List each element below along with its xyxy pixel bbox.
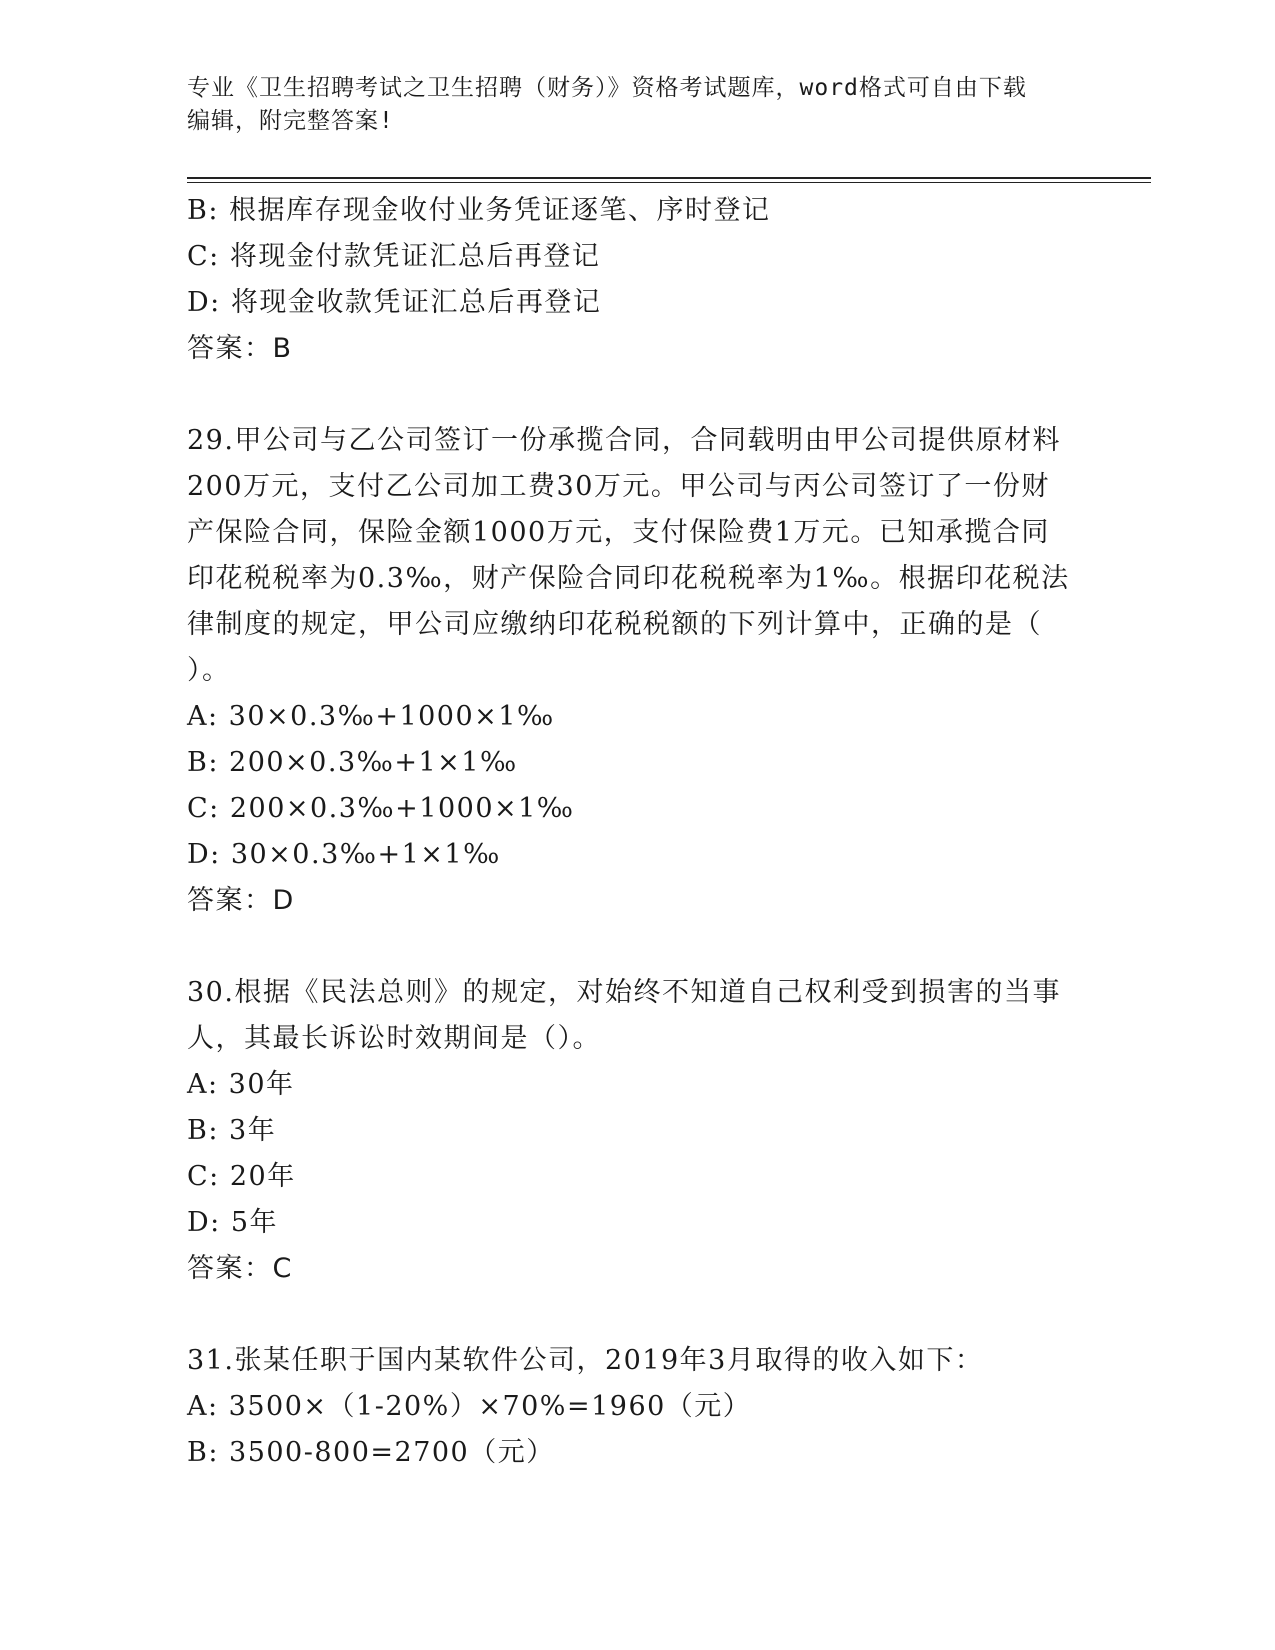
document-header [187,72,1087,138]
question-text-line: 200万元，支付乙公司加工费30万元。甲公司与丙公司签订了一份财 [187,471,1050,502]
option-d: D: 将现金收款凭证汇总后再登记 [187,287,602,318]
question-text-line: 律制度的规定，甲公司应缴纳印花税税额的下列计算中，正确的是（ [187,609,1042,640]
spacer [187,924,1087,970]
question-28-tail [187,188,1087,372]
option-b: B: 根据库存现金收付业务凭证逐笔、序时登记 [187,195,771,226]
option-d: D: 30×0.3‰+1×1‰ [187,839,501,870]
question-list [187,188,1087,1476]
question-text-line: 29.甲公司与乙公司签订一份承揽合同，合同载明由甲公司提供原材料 [187,425,1061,456]
spacer [187,372,1087,418]
header-divider-thin [187,182,1151,183]
question-text-line: 31.张某任职于国内某软件公司，2019年3月取得的收入如下： [187,1345,984,1376]
answer-label: 答案：D [187,885,295,916]
question-30 [187,970,1087,1292]
header-line-2: 编辑，附完整答案! [187,108,394,134]
option-d: D: 5年 [187,1207,279,1238]
question-text-line: 产保险合同，保险金额1000万元，支付保险费1万元。已知承揽合同 [187,517,1050,548]
question-text-line: ）。 [187,655,231,686]
question-text-line: 印花税税率为0.3‰，财产保险合同印花税税率为1‰。根据印花税法 [187,563,1070,594]
option-b: B: 200×0.3‰+1×1‰ [187,747,518,778]
answer-label: 答案：C [187,1253,293,1284]
option-a: A: 3500×（1-20%）×70%=1960（元） [187,1391,752,1422]
option-a: A: 30年 [187,1069,295,1100]
option-b: B: 3年 [187,1115,277,1146]
question-29 [187,418,1087,924]
option-a: A: 30×0.3‰+1000×1‰ [187,701,555,732]
option-c: C: 20年 [187,1161,296,1192]
option-c: C: 200×0.3‰+1000×1‰ [187,793,575,824]
question-text-line: 人，其最长诉讼时效期间是（）。 [187,1023,601,1054]
question-31 [187,1338,1087,1476]
header-line-1: 专业《卫生招聘考试之卫生招聘（财务）》资格考试题库，word格式可自由下载 [187,75,1027,101]
answer-label: 答案：B [187,333,293,364]
option-b: B: 3500-800=2700（元） [187,1437,555,1468]
header-divider-thick [187,177,1151,179]
option-c: C: 将现金付款凭证汇总后再登记 [187,241,601,272]
question-text-line: 30.根据《民法总则》的规定，对始终不知道自己权利受到损害的当事 [187,977,1061,1008]
spacer [187,1292,1087,1338]
